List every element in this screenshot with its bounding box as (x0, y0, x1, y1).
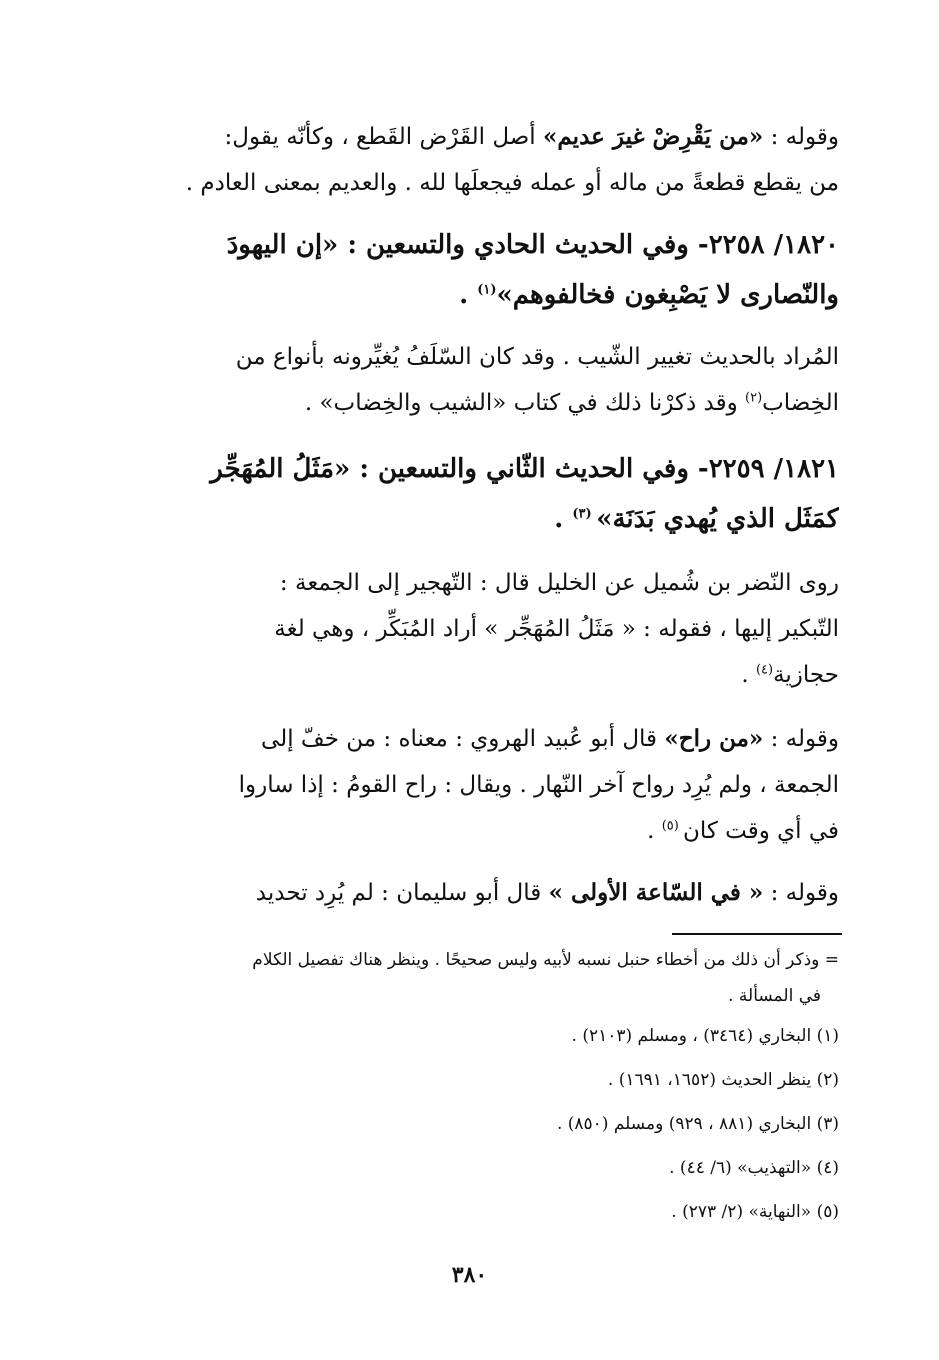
footnote-ref: (٤) (755, 662, 774, 678)
footnote-separator (672, 933, 842, 935)
footnote-continuation: في المسألة . (728, 986, 821, 1006)
footnote-3: (٣) البخاري (٨٨١ ، ٩٢٩) ومسلم (٨٥٠) . (556, 1114, 839, 1134)
footnote-ref: (٣) (572, 506, 597, 522)
text-run: روى النّضر بن شُميل عن الخليل قال : التّهجير إلى الجمعة : (279, 570, 839, 596)
heading-line (99, 270, 839, 320)
text-run: . (554, 504, 573, 534)
text-line (99, 160, 839, 206)
footnote-ref: (١) (477, 282, 497, 298)
quoted-phrase: «من يَقْرِضْ غيرَ عديم» (543, 123, 764, 150)
text-run: . (459, 280, 478, 310)
footnotes (99, 942, 839, 1234)
text-run: والنّصارى لا يَصْبِغون فخالفوهم» (496, 280, 839, 310)
text-run: التّبكير إليها ، فقوله : « مَثَلُ المُهَجِّر » أراد المُبَكِّر ، وهي لغة (274, 616, 839, 642)
text-line (99, 380, 839, 426)
footnote-continuation: = وذكر أن ذلك من أخطاء حنبل نسبه لأبيه وليس صحيحًا . وينظر هناك تفصيل الكلام (252, 950, 839, 970)
text-line (99, 762, 839, 808)
text-line (99, 870, 839, 916)
footnote-ref: (٥) (661, 818, 683, 834)
hadith-heading-1820 (99, 220, 839, 320)
text-run: . (741, 662, 756, 688)
heading-line (99, 444, 839, 494)
text-run: الجمعة ، ولم يُرِد رواح آخر النّهار . ويقال : راح القومُ : إذا ساروا (238, 772, 839, 798)
paragraph-5 (99, 870, 839, 916)
text-run: وقوله : (763, 880, 839, 906)
heading-line (99, 220, 839, 270)
text-line (99, 334, 839, 380)
heading-line (99, 494, 839, 544)
text-line (99, 716, 839, 762)
text-line (99, 114, 839, 160)
text-run: وقوله : (763, 124, 839, 150)
quoted-phrase: « في السّاعة الأولى » (548, 879, 764, 906)
quoted-phrase: «من راح» (664, 725, 764, 752)
text-run: في أي وقت كان (682, 818, 839, 844)
paragraph-1 (99, 114, 839, 206)
text-run: الخِضاب (762, 390, 839, 416)
paragraph-3 (99, 560, 839, 698)
footnote-4: (٤) «التهذيب» (٦/ ٤٤) . (669, 1158, 839, 1178)
text-run: ١٨٢٠/ ٢٢٥٨- وفي الحديث الحادي والتسعين : «إن اليهودَ (226, 230, 839, 260)
footnote-5: (٥) «النهاية» (٢/ ٢٧٣) . (671, 1202, 839, 1222)
text-run: . (647, 818, 662, 844)
paragraph-2 (99, 334, 839, 426)
text-line (99, 652, 839, 698)
page-number: ٣٨٠ (451, 1262, 488, 1288)
hadith-heading-1821 (99, 444, 839, 544)
footnote-1: (١) البخاري (٣٤٦٤) ، ومسلم (٢١٠٣) . (571, 1026, 839, 1046)
text-line (99, 606, 839, 652)
text-line (99, 808, 839, 854)
text-run: وقوله : (763, 726, 839, 752)
text-run: المُراد بالحديث تغيير الشّيب . وقد كان السّلَفُ يُغيِّرونه بأنواع من (235, 344, 839, 370)
text-run: كمَثَل الذي يُهدي بَدَنَة» (596, 504, 839, 534)
text-line (99, 560, 839, 606)
text-run: ١٨٢١/ ٢٢٥٩- وفي الحديث الثّاني والتسعين : «مَثَلُ المُهَجِّر (210, 454, 839, 484)
footnote-ref: (٢) (745, 390, 763, 406)
text-run: قال أبو عُبيد الهروي : معناه : من خفّ إلى (261, 726, 665, 752)
text-run: أصل القَرْض القَطع ، وكأنّه يقول: (224, 124, 543, 150)
footnote-2: (٢) ينظر الحديث (١٦٥٢، ١٦٩١) . (607, 1070, 839, 1090)
paragraph-4 (99, 716, 839, 854)
text-run: من يقطع قطعةً من ماله أو عمله فيجعلَها لله . والعديم بمعنى العادم . (185, 170, 839, 196)
text-run: قال أبو سليمان : لم يُرِد تحديد (255, 880, 549, 906)
text-run: وقد ذكرْنا ذلك في كتاب «الشيب والخِضاب» . (304, 390, 745, 416)
text-run: حجازية (773, 662, 839, 688)
